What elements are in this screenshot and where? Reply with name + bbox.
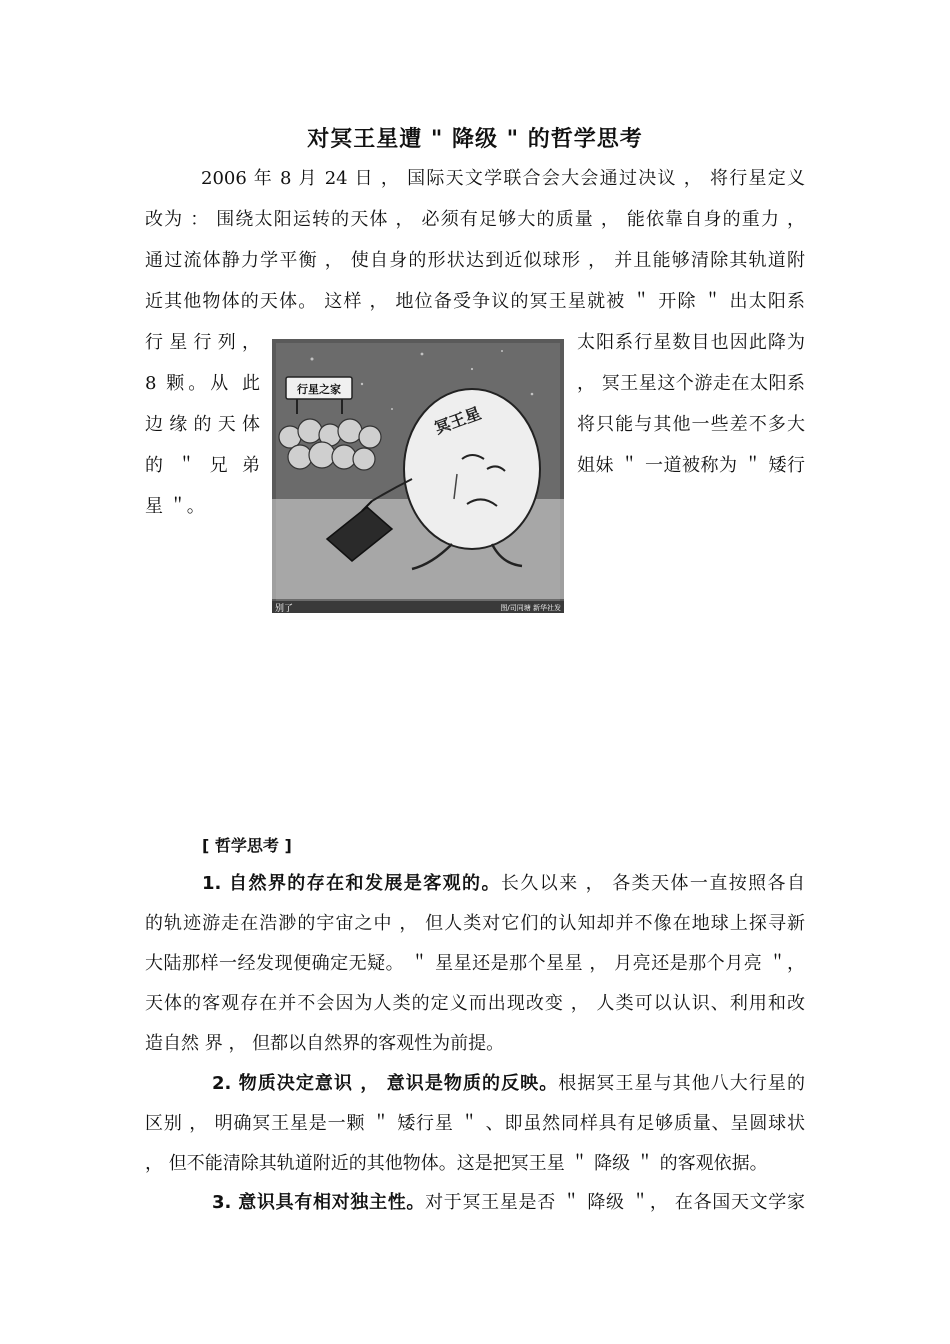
wrap-left-1: 行 星 行 列 ， <box>145 332 260 353</box>
sign-label: 行星之家 <box>297 383 341 396</box>
point-1-line-3: 大陆那样一经发现便确定无疑。 ＂ 星星还是那个星星 ， 月亮还是那个月亮 ＂， <box>145 953 805 974</box>
intro-line-2: 改为 ： 围绕太阳运转的天体 ， 必须有足够大的质量 ， 能依靠自身的重力 ， <box>145 209 805 230</box>
intro-line-1: 2006 年 8 月 24 日 ， 国际天文学联合会大会通过决议 ， 将行星定义 <box>201 168 805 189</box>
wrap-left-2: 8 颗。从 此 <box>145 373 260 394</box>
point-1-first-line <box>202 871 805 897</box>
wrap-right-4: 姐妹 ＂ 一道被称为 ＂ 矮行 <box>577 455 805 476</box>
wrap-right-2: ， 冥王星这个游走在太阳系 <box>577 373 805 394</box>
wrap-right-3: 将只能与其他一些差不多大 <box>577 414 805 435</box>
point-2-rest: 根据冥王星与其他八大行星的 <box>558 1073 805 1094</box>
section-heading: [ 哲学思考 ] <box>202 836 292 855</box>
wrap-left-5: 星 ＂。 <box>145 496 205 517</box>
cartoon-svg <box>272 339 564 613</box>
point-2-bold: 2. 物质决定意识 ， 意识是物质的反映。 <box>212 1073 559 1094</box>
document-title: 对冥王星遭 " 降级 " 的哲学思考 <box>307 127 643 152</box>
caption-left: 别了 <box>275 604 294 613</box>
pluto-cartoon-illustration <box>272 339 564 613</box>
intro-line-4: 近其他物体的天体。 这样 ， 地位备受争议的冥王星就被 ＂ 开除 ＂ 出太阳系 <box>145 291 805 312</box>
point-1-rest: 长久以来 ， 各类天体一直按照各自 <box>500 873 805 894</box>
wrap-right-1: 太阳系行星数目也因此降为 <box>577 332 805 353</box>
wrap-left-4: 的 ＂ 兄 弟 <box>145 455 260 476</box>
point-3-bold: 3. 意识具有相对独主性。 <box>212 1192 426 1213</box>
point-2-first-line <box>212 1071 805 1097</box>
point-2-line-3: ， 但不能清除其轨道附近的其他物体。这是把冥王星 ＂ 降级 ＂ 的客观依据。 <box>145 1153 768 1174</box>
point-1-bold: 1. 自然界的存在和发展是客观的。 <box>202 873 501 894</box>
intro-line-3: 通过流体静力学平衡 ， 使自身的形状达到近似球形 ， 并且能够清除其轨道附 <box>145 250 805 271</box>
point-3-rest: 对于冥王星是否 ＂ 降级 ＂， 在各国天文学家 <box>425 1192 805 1213</box>
point-1-line-5: 造自然 界 ， 但都以自然界的客观性为前提。 <box>145 1033 505 1054</box>
pluto-label: 冥王星 <box>431 403 484 438</box>
caption-right: 图/司同塘 新华社发 <box>500 604 561 612</box>
wrap-left-3: 边 缘 的 天 体 <box>145 414 260 435</box>
point-2-line-2: 区别 ， 明确冥王星是一颗 ＂ 矮行星 ＂ 、即虽然同样具有足够质量、呈圆球状 <box>145 1113 805 1134</box>
point-1-line-2: 的轨迹游走在浩渺的宇宙之中 ， 但人类对它们的认知却并不像在地球上探寻新 <box>145 913 805 934</box>
point-3-first-line <box>212 1190 805 1216</box>
point-1-line-4: 天体的客观存在并不会因为人类的定义而出现改变 ， 人类可以认识、利用和改 <box>145 993 805 1014</box>
